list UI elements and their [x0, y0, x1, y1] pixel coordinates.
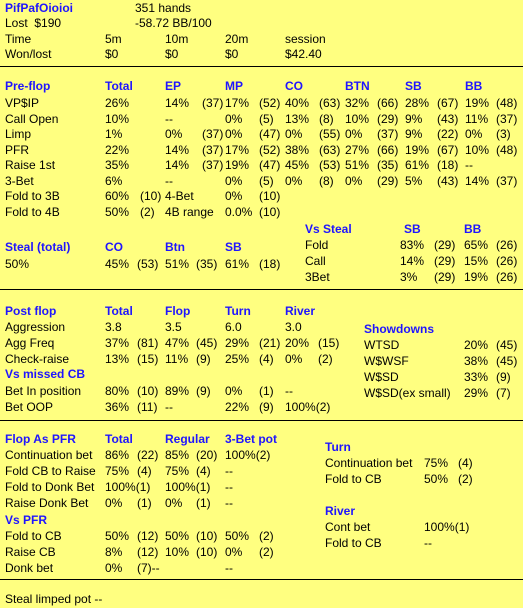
preflop-cell: (8)	[319, 111, 334, 126]
vs-steal-cell: 83%	[400, 238, 425, 252]
postflop-cell: 13%	[105, 352, 130, 366]
showdowns-title: Showdowns	[364, 322, 434, 336]
flop-pfr-cell: 86%	[105, 448, 130, 462]
preflop-cell: 10%	[105, 111, 130, 126]
vs-pfr-title: Vs PFR	[5, 513, 48, 527]
postflop-header-0: Post flop	[5, 304, 57, 318]
divider-summary	[0, 66, 523, 67]
steal-cell: (35)	[196, 257, 218, 271]
steal-limped-pot: Steal limped pot --	[5, 592, 103, 606]
preflop-row-label: PFR	[5, 142, 29, 157]
wonlost-val-2: $0	[225, 47, 239, 61]
preflop-cell: 0%	[225, 173, 243, 188]
flop-pfr-cell: 100%(2)	[225, 448, 271, 462]
preflop-cell: (29)	[377, 173, 399, 188]
wonlost-val-3: $42.40	[285, 47, 322, 61]
postflop-cell: (4)	[259, 352, 274, 366]
flop-pfr-cell: --	[225, 464, 233, 478]
turn-value: 75%	[424, 456, 449, 470]
preflop-cell: (43)	[437, 111, 459, 126]
preflop-cell: (48)	[496, 142, 518, 157]
postflop-cell: 6.0	[225, 320, 242, 334]
time-col-0: 5m	[105, 32, 122, 46]
four-b-range-label: 4B range	[165, 205, 214, 219]
showdown-count: (45)	[496, 354, 518, 368]
showdown-count: (45)	[496, 338, 518, 352]
preflop-cell: 14%	[465, 173, 490, 188]
flop-pfr-cell: --	[225, 480, 233, 494]
preflop-cell: (37)	[496, 173, 518, 188]
postflop-row-label: Agg Freq	[5, 336, 55, 350]
steal-col-co: CO	[105, 240, 123, 254]
vs-steal-cell: 65%	[464, 238, 489, 252]
flop-pfr-row-label: Fold to Donk Bet	[5, 480, 95, 494]
preflop-row-label: Call Open	[5, 111, 59, 126]
fold-to-4b-label: Fold to 4B	[5, 205, 60, 219]
preflop-cell: (5)	[259, 111, 274, 126]
missed-cb-cell: (11)	[137, 400, 158, 414]
river-value: --	[424, 536, 432, 550]
preflop-cell: 38%	[285, 142, 310, 157]
preflop-cell: 0%	[165, 127, 183, 141]
flop-pfr-cell: (1)	[196, 496, 211, 510]
turn-value: 50%	[424, 472, 449, 486]
postflop-cell: (9)	[196, 352, 211, 366]
preflop-cell: (37)	[377, 127, 399, 141]
player-name: PifPafOioioi	[5, 1, 74, 15]
preflop-cell: (63)	[319, 96, 341, 110]
missed-cb-row-label: Bet In position	[5, 384, 82, 398]
postflop-cell: 29%	[225, 336, 250, 350]
preflop-cell: 27%	[345, 142, 370, 157]
preflop-cell: 0%	[465, 127, 483, 141]
postflop-cell: (2)	[318, 352, 333, 366]
missed-cb-cell: 100%(2)	[285, 400, 331, 414]
divider-footer	[0, 579, 523, 580]
steal-cell: 51%	[165, 257, 190, 271]
preflop-cell: (53)	[319, 158, 341, 172]
preflop-row-label: Raise 1st	[5, 158, 56, 172]
turn-row-label: Continuation bet	[325, 456, 413, 470]
river-row-label: Fold to CB	[325, 536, 382, 550]
vs-steal-row-label: Fold	[305, 238, 329, 252]
preflop-cell: (67)	[437, 142, 459, 157]
steal-col-sb: SB	[225, 240, 242, 254]
vs-steal-cell: (26)	[496, 254, 518, 268]
preflop-cell: (18)	[437, 158, 459, 172]
steal-total-title: Steal (total)	[5, 240, 71, 254]
preflop-cell: --	[165, 173, 173, 188]
vs-pfr-cell: (12)	[137, 545, 159, 559]
fold-to-4b-count: (2)	[140, 205, 155, 219]
flop-pfr-cell: 75%	[105, 464, 130, 478]
bb-per-100: -58.72 BB/100	[135, 16, 212, 30]
vs-steal-cell: 3%	[400, 270, 418, 284]
four-b-range-count: (10)	[259, 205, 281, 219]
postflop-cell: (21)	[259, 336, 281, 350]
showdown-value: 20%	[464, 338, 489, 352]
preflop-cell: (47)	[259, 127, 281, 141]
missed-cb-cell: --	[285, 384, 293, 398]
divider-postflop	[0, 420, 523, 421]
preflop-cell: 32%	[345, 96, 370, 110]
vs-pfr-cell: 50%	[165, 529, 190, 543]
flop-pfr-header-2: Regular	[165, 432, 210, 446]
showdown-row-label: WTSD	[364, 338, 400, 352]
steal-col-btn: Btn	[165, 240, 185, 254]
vs-steal-title: Vs Steal	[305, 222, 352, 236]
flop-pfr-row-label: Fold CB to Raise	[5, 464, 96, 478]
preflop-cell: (37)	[202, 142, 224, 157]
four-bet-value: 0%	[225, 189, 243, 203]
wonlost-label: Won/lost	[5, 47, 52, 61]
flop-pfr-header-3: 3-Bet pot	[225, 432, 277, 446]
vs-pfr-cell: (12)	[137, 529, 159, 543]
showdown-value: 33%	[464, 370, 489, 384]
postflop-cell: 20%	[285, 336, 310, 350]
preflop-cell: (66)	[377, 96, 399, 110]
flop-pfr-row-label: Continuation bet	[5, 448, 93, 462]
preflop-cell: 61%	[405, 158, 430, 172]
showdown-row-label: W$WSF	[364, 354, 409, 368]
four-b-range-value: 0.0%	[225, 205, 253, 219]
vs-pfr-cell: (7)--	[137, 561, 160, 575]
vs-pfr-row-label: Fold to CB	[5, 529, 62, 543]
showdown-value: 29%	[464, 386, 489, 400]
flop-pfr-cell: 85%	[165, 448, 190, 462]
flop-pfr-cell: 0%	[105, 496, 123, 510]
turn-count: (4)	[458, 456, 473, 470]
steal-cell: 61%	[225, 257, 250, 271]
postflop-cell: (81)	[137, 336, 159, 350]
flop-pfr-cell: --	[225, 496, 233, 510]
vs-steal-col-sb: SB	[404, 222, 421, 236]
vs-steal-cell: (29)	[434, 270, 456, 284]
preflop-cell: 1%	[105, 127, 123, 141]
missed-cb-cell: (1)	[259, 384, 274, 398]
preflop-header-5: BTN	[345, 79, 370, 93]
flop-pfr-header-1: Total	[105, 432, 133, 446]
divider-preflop	[0, 289, 523, 290]
vs-pfr-cell: (10)	[196, 545, 218, 559]
turn-row-label: Fold to CB	[325, 472, 382, 486]
vs-steal-cell: (26)	[496, 238, 518, 252]
vs-pfr-row-label: Donk bet	[5, 561, 54, 575]
missed-cb-cell: 80%	[105, 384, 130, 398]
postflop-cell: 0%	[285, 352, 303, 366]
preflop-cell: 45%	[285, 158, 310, 172]
preflop-cell: 22%	[105, 142, 130, 157]
vs-steal-col-bb: BB	[464, 222, 482, 236]
postflop-cell: (15)	[137, 352, 159, 366]
vs-steal-cell: (29)	[434, 238, 456, 252]
preflop-cell: 0%	[285, 173, 303, 188]
postflop-cell: 11%	[165, 352, 189, 366]
preflop-cell: (37)	[202, 96, 224, 110]
postflop-cell: (15)	[318, 336, 340, 350]
preflop-row-label: Limp	[5, 127, 32, 141]
vs-pfr-cell: (2)	[259, 529, 274, 543]
flop-pfr-cell: (20)	[196, 448, 218, 462]
preflop-cell: 14%	[165, 96, 190, 110]
postflop-cell: 3.0	[285, 320, 302, 334]
missed-cb-cell: 22%	[225, 400, 250, 414]
preflop-cell: (22)	[437, 127, 459, 141]
preflop-cell: --	[465, 158, 473, 172]
preflop-cell: 14%	[165, 142, 190, 157]
vs-pfr-cell: 10%	[165, 545, 190, 559]
flop-pfr-cell: 0%	[165, 496, 183, 510]
postflop-header-4: River	[285, 304, 316, 318]
preflop-cell: 0%	[225, 111, 243, 126]
preflop-cell: (37)	[202, 127, 224, 141]
missed-cb-cell: (9)	[259, 400, 274, 414]
flop-pfr-cell: (4)	[196, 464, 211, 478]
vs-pfr-cell: (2)	[259, 545, 274, 559]
preflop-header-2: EP	[165, 79, 182, 93]
preflop-cell: 19%	[225, 158, 250, 172]
preflop-cell: (55)	[319, 127, 341, 141]
flop-pfr-cell: 100%(1)	[105, 480, 151, 494]
steal-total-value: 50%	[5, 257, 30, 271]
flop-pfr-cell: (22)	[137, 448, 159, 462]
showdown-row-label: W$SD	[364, 370, 399, 384]
preflop-cell: 10%	[465, 142, 490, 157]
lost-amount: Lost $190	[5, 16, 62, 30]
vs-steal-cell: (26)	[496, 270, 518, 284]
preflop-cell: (37)	[202, 158, 224, 172]
missed-cb-cell: --	[165, 400, 173, 414]
vs-pfr-cell: 0%	[105, 561, 123, 575]
preflop-cell: (3)	[496, 127, 511, 141]
river-row-label: Cont bet	[325, 520, 371, 534]
fold-to-3b-count: (10)	[140, 189, 162, 203]
preflop-cell: 19%	[405, 142, 430, 157]
river-title: River	[325, 504, 356, 518]
missed-cb-cell: (9)	[196, 384, 211, 398]
preflop-cell: (43)	[437, 173, 459, 188]
postflop-row-label: Aggression	[5, 320, 66, 334]
flop-pfr-cell: 75%	[165, 464, 190, 478]
postflop-header-2: Flop	[165, 304, 191, 318]
fold-to-3b-label: Fold to 3B	[5, 189, 60, 203]
vs-steal-cell: 19%	[464, 270, 489, 284]
vs-steal-row-label: Call	[305, 254, 326, 268]
showdown-count: (9)	[496, 370, 511, 384]
preflop-cell: (63)	[319, 142, 341, 157]
preflop-cell: 0%	[345, 173, 363, 188]
showdown-row-label: W$SD(ex small)	[364, 386, 451, 400]
preflop-cell: 5%	[405, 173, 423, 188]
vs-pfr-cell: 0%	[225, 545, 243, 559]
vs-pfr-cell: 50%	[225, 529, 250, 543]
preflop-cell: 26%	[105, 96, 130, 110]
preflop-cell: (66)	[377, 142, 399, 157]
vs-steal-cell: 14%	[400, 254, 425, 268]
fold-to-4b-value: 50%	[105, 205, 130, 219]
postflop-header-1: Total	[105, 304, 133, 318]
vs-steal-cell: (29)	[434, 254, 456, 268]
missed-cb-cell: 89%	[165, 384, 190, 398]
preflop-cell: 10%	[345, 111, 370, 126]
vs-pfr-cell: --	[225, 561, 233, 575]
vs-missed-cb-title: Vs missed CB	[5, 367, 86, 381]
preflop-cell: (5)	[259, 173, 274, 188]
preflop-header-0: Pre-flop	[5, 79, 51, 93]
turn-count: (2)	[458, 472, 473, 486]
preflop-row-label: VP$IP	[5, 96, 40, 110]
preflop-cell: 51%	[345, 158, 370, 172]
postflop-row-label: Check-raise	[5, 352, 70, 366]
preflop-cell: (48)	[496, 96, 518, 110]
time-col-2: 20m	[225, 32, 249, 46]
flop-pfr-cell: 100%(1)	[165, 480, 211, 494]
flop-pfr-cell: (1)	[137, 496, 152, 510]
missed-cb-cell: 36%	[105, 400, 130, 414]
four-bet-count: (10)	[259, 189, 281, 203]
preflop-cell: (52)	[259, 96, 281, 110]
preflop-cell: 6%	[105, 173, 123, 188]
preflop-cell: (29)	[377, 111, 399, 126]
flop-pfr-header-0: Flop As PFR	[5, 432, 76, 446]
hands-count: 351 hands	[135, 1, 192, 15]
preflop-cell: (67)	[437, 96, 459, 110]
preflop-cell: 28%	[405, 96, 430, 110]
steal-cell: 45%	[105, 257, 130, 271]
preflop-cell: 40%	[285, 96, 310, 110]
missed-cb-cell: 0%	[225, 384, 243, 398]
time-label: Time	[5, 32, 32, 46]
vs-steal-row-label: 3Bet	[305, 270, 330, 284]
preflop-cell: (52)	[259, 142, 281, 157]
preflop-cell: 11%	[465, 111, 489, 126]
postflop-cell: 3.5	[165, 320, 182, 334]
preflop-cell: 0%	[225, 127, 243, 141]
steal-cell: (18)	[259, 257, 281, 271]
preflop-cell: 0%	[285, 127, 303, 141]
vs-pfr-cell: (10)	[196, 529, 218, 543]
preflop-cell: 0%	[345, 127, 363, 141]
missed-cb-row-label: Bet OOP	[5, 400, 54, 414]
preflop-header-4: CO	[285, 79, 303, 93]
preflop-cell: 17%	[225, 142, 250, 157]
preflop-cell: (47)	[259, 158, 281, 172]
preflop-cell: 9%	[405, 127, 423, 141]
flop-pfr-row-label: Raise Donk Bet	[5, 496, 89, 510]
preflop-cell: 35%	[105, 158, 130, 172]
wonlost-val-1: $0	[165, 47, 179, 61]
preflop-header-3: MP	[225, 79, 243, 93]
postflop-cell: 47%	[165, 336, 190, 350]
river-value: 100%(1)	[424, 520, 470, 534]
showdown-value: 38%	[464, 354, 489, 368]
preflop-cell: 9%	[405, 111, 423, 126]
vs-pfr-cell: 8%	[105, 545, 123, 559]
preflop-cell: 19%	[465, 96, 490, 110]
preflop-cell: 14%	[165, 158, 190, 172]
preflop-cell: --	[165, 111, 173, 126]
preflop-header-6: SB	[405, 79, 422, 93]
preflop-cell: 13%	[285, 111, 310, 126]
steal-cell: (53)	[137, 257, 159, 271]
postflop-cell: 37%	[105, 336, 130, 350]
postflop-cell: 3.8	[105, 320, 122, 334]
preflop-cell: (35)	[377, 158, 399, 172]
vs-pfr-cell: 50%	[105, 529, 130, 543]
vs-steal-cell: 15%	[464, 254, 489, 268]
missed-cb-cell: (10)	[137, 384, 159, 398]
postflop-header-3: Turn	[225, 304, 251, 318]
preflop-row-label: 3-Bet	[5, 173, 34, 188]
showdown-count: (7)	[496, 386, 511, 400]
flop-pfr-cell: (4)	[137, 464, 152, 478]
preflop-cell: 17%	[225, 96, 250, 110]
vs-pfr-row-label: Raise CB	[5, 545, 56, 559]
four-bet-label: 4-Bet	[165, 189, 194, 203]
preflop-cell: (8)	[319, 173, 334, 188]
preflop-header-7: BB	[465, 79, 483, 93]
fold-to-3b-value: 60%	[105, 189, 130, 203]
preflop-header-1: Total	[105, 79, 133, 93]
preflop-cell: (37)	[496, 111, 518, 126]
turn-title: Turn	[325, 440, 351, 454]
postflop-cell: (45)	[196, 336, 218, 350]
time-col-1: 10m	[165, 32, 189, 46]
time-col-3: session	[285, 32, 326, 46]
wonlost-val-0: $0	[105, 47, 119, 61]
postflop-cell: 25%	[225, 352, 250, 366]
